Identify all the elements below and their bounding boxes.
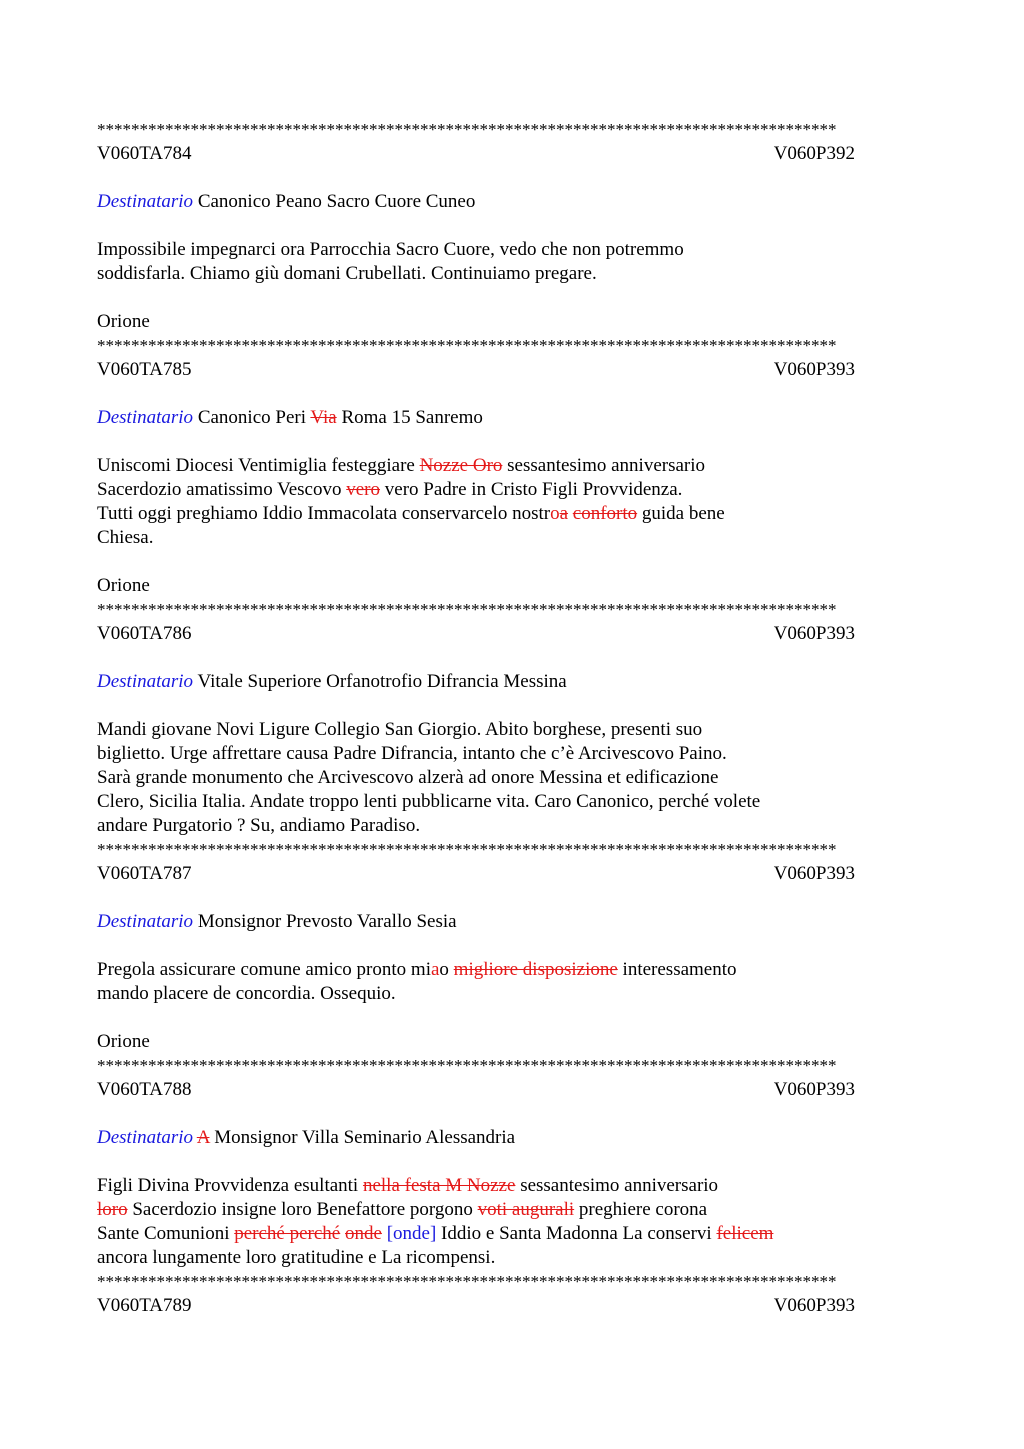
text-run: Sacerdozio insigne loro Benefattore porgono [127,1199,478,1220]
deleted-text: vero [346,479,381,500]
body-line [97,526,927,550]
recipient-line [97,910,927,934]
separator-stars: *************************************************************************************** [97,1272,837,1291]
deleted-text: felicem [716,1223,774,1244]
text-run: o [439,959,454,980]
deleted-text: nella festa M Nozze [362,1175,516,1196]
text-run: Figli Divina Provvidenza esultanti [97,1175,363,1196]
text-run: Monsignor Villa Seminario Alessandria [209,1127,516,1148]
spacer [97,694,927,718]
message-body [97,1174,927,1270]
entry-id: V060TA789 [97,1295,192,1316]
text-run: interessamento [617,959,737,980]
spacer [97,550,927,574]
entry-id-row [97,1078,855,1102]
text-run: Impossibile impegnarci ora Parrocchia Sacro Cuore, vedo che non potremmo [97,239,684,260]
text-run: soddisfarla. Chiamo giù domani Crubellati. Continuiamo pregare. [97,263,597,284]
text-run: biglietto. Urge affrettare causa Padre Difrancia, intanto che c’è Arcivescovo Paino. [97,743,727,764]
body-line [97,1222,927,1246]
text-run: Pregola assicurare comune amico pronto mi [97,959,431,980]
spacer [97,1006,927,1030]
text-run: sessantesimo anniversario [515,1175,719,1196]
deleted-text: Nozze Oro [419,455,503,476]
spacer [97,886,927,910]
body-line [97,766,927,790]
recipient-line [97,190,927,214]
text-run: preghiere corona [574,1199,708,1220]
entry-id: V060TA785 [97,359,192,380]
separator-stars: *************************************************************************************** [97,600,837,619]
spacer [97,1102,927,1126]
body-line [97,1174,927,1198]
text-run: Uniscomi Diocesi Ventimiglia festeggiare [97,455,420,476]
recipient-line [97,1126,927,1150]
body-line [97,478,927,502]
spacer [97,430,927,454]
message-body [97,454,927,550]
spacer [97,646,927,670]
recipient-line [97,670,927,694]
entry-id-row [97,622,855,646]
separator-stars: *************************************************************************************** [97,120,837,139]
separator-stars: *************************************************************************************** [97,1056,837,1075]
text-run: Roma 15 Sanremo [336,407,483,428]
text-run: Sacerdozio amatissimo Vescovo [97,479,347,500]
entry-id-row [97,142,855,166]
spacer [97,214,927,238]
body-line [97,262,927,286]
entry-id-row [97,1294,855,1318]
deleted-text: loro [97,1199,128,1220]
page-ref: V060P393 [773,1295,855,1316]
text-run: andare Purgatorio ? Su, andiamo Paradiso. [97,815,421,836]
editor-note: [onde] [386,1223,437,1244]
deleted-text: Via [310,407,337,428]
text-run: Sarà grande monumento che Arcivescovo alzerà ad onore Messina et edificazione [97,767,719,788]
signature: Orione [97,575,150,596]
inserted-text: o [550,503,560,524]
spacer [97,166,927,190]
destinatario-label: Destinatario [97,911,194,932]
body-line [97,502,927,526]
page-ref: V060P392 [773,143,855,164]
body-line [97,1246,927,1270]
entry-id: V060TA784 [97,143,192,164]
page-ref: V060P393 [773,359,855,380]
text-run: Canonico Peri [197,407,311,428]
body-line [97,1198,927,1222]
separator-stars: *************************************************************************************** [97,336,837,355]
text-run: Monsignor Prevosto Varallo Sesia [197,911,457,932]
body-line [97,814,927,838]
body-line [97,982,927,1006]
text-run: mando placere de concordia. Ossequio. [97,983,396,1004]
destinatario-label: Destinatario [97,191,194,212]
deleted-text: migliore disposizione [453,959,618,980]
text-run: sessantesimo anniversario [502,455,706,476]
signature: Orione [97,1031,150,1052]
deleted-text: perché perché [234,1223,341,1244]
page-ref: V060P393 [773,623,855,644]
text-run: guida bene [637,503,725,524]
text-run: Vitale Superiore Orfanotrofio Difrancia Messina [197,671,567,692]
entry-id: V060TA788 [97,1079,192,1100]
entry-id-row [97,358,855,382]
text-run: vero Padre in Cristo Figli Provvidenza. [380,479,683,500]
text-run: Sante Comunioni [97,1223,235,1244]
spacer [97,286,927,310]
entry-id: V060TA786 [97,623,192,644]
text-run: Iddio e Santa Madonna La conservi [436,1223,717,1244]
destinatario-label: Destinatario [97,1127,194,1148]
inserted-text: a [430,959,440,980]
message-body [97,718,927,838]
deleted-text: onde [345,1223,382,1244]
separator-stars: *************************************************************************************** [97,840,837,859]
deleted-text: voti augurali [477,1199,575,1220]
body-line [97,238,927,262]
page-ref: V060P393 [773,1079,855,1100]
text-run: Canonico Peano Sacro Cuore Cuneo [197,191,476,212]
text-run: Tutti oggi preghiamo Iddio Immacolata conservarcelo nostr [97,503,551,524]
deleted-text: conforto [572,503,638,524]
spacer [97,934,927,958]
message-body [97,958,927,1006]
body-line [97,742,927,766]
text-run: Clero, Sicilia Italia. Andate troppo lenti pubblicarne vita. Caro Canonico, perché volete [97,791,761,812]
deleted-text: A [196,1127,210,1148]
recipient-line [97,406,927,430]
document-page [97,118,927,1318]
body-line [97,454,927,478]
page-ref: V060P393 [773,863,855,884]
message-body [97,238,927,286]
spacer [97,382,927,406]
text-run: ancora lungamente loro gratitudine e La ricompensi. [97,1247,496,1268]
deleted-text: a [559,503,569,524]
destinatario-label: Destinatario [97,671,194,692]
destinatario-label: Destinatario [97,407,194,428]
signature: Orione [97,311,150,332]
body-line [97,958,927,982]
body-line [97,718,927,742]
body-line [97,790,927,814]
spacer [97,1150,927,1174]
entry-id-row [97,862,855,886]
text-run: Chiesa. [97,527,154,548]
entry-id: V060TA787 [97,863,192,884]
text-run: Mandi giovane Novi Ligure Collegio San Giorgio. Abito borghese, presenti suo [97,719,703,740]
